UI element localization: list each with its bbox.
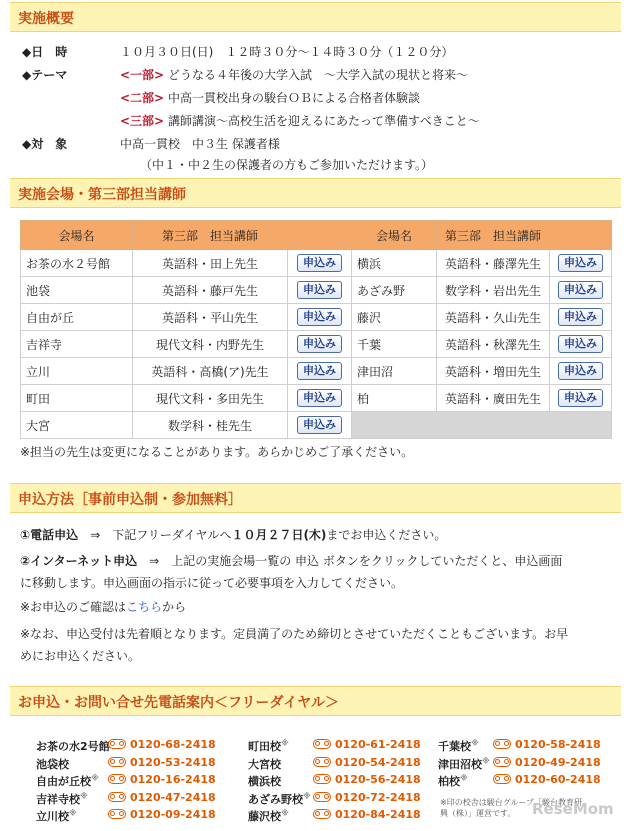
venue-name: 藤沢: [352, 304, 437, 331]
teacher-name: 英語科・平山先生: [133, 304, 288, 331]
venue-name: あざみ野: [352, 277, 437, 304]
apply-button[interactable]: 申込み: [558, 362, 603, 380]
phone-number[interactable]: 0120-16-2418: [108, 773, 216, 786]
apply-cell: [288, 250, 352, 277]
col-teacher: 第三部 担当講師: [133, 221, 288, 250]
free-dial-icon: [313, 739, 331, 749]
phone-number[interactable]: 0120-54-2418: [313, 756, 421, 769]
venue-name: 柏: [352, 385, 437, 412]
teacher-name: 数学科・岩出先生: [437, 277, 550, 304]
apply-button[interactable]: 申込み: [297, 308, 342, 326]
section-header-apply: [10, 483, 621, 513]
apply-cell: [550, 331, 612, 358]
section-title: お申込・お問い合せ先電話案内＜フリーダイヤル＞: [18, 695, 340, 711]
free-dial-icon: [313, 809, 331, 819]
venue-name: 津田沼: [352, 358, 437, 385]
watermark-logo: ReseMom: [532, 800, 614, 818]
free-dial-icon: [108, 774, 126, 784]
phone-footnote: ※印の校舎は駿台グループ「駿台教育研 興（株）」運営です。: [440, 798, 583, 818]
teacher-name: 英語科・久山先生: [437, 304, 550, 331]
table-row: [21, 304, 612, 331]
phone-number[interactable]: 0120-61-2418: [313, 738, 421, 751]
phone-number[interactable]: 0120-68-2418: [108, 738, 216, 751]
free-dial-icon: [313, 774, 331, 784]
teacher-name: 現代文科・多田先生: [133, 385, 288, 412]
venue-name: お茶の水２号館: [21, 250, 133, 277]
teacher-name: 英語科・藤戸先生: [133, 277, 288, 304]
target-note: （中１・中２生の保護者の方もご参加いただけます。）: [140, 158, 434, 172]
apply-cell: [288, 331, 352, 358]
apply-cell: [550, 277, 612, 304]
teacher-name: 現代文科・内野先生: [133, 331, 288, 358]
free-dial-icon: [493, 757, 511, 767]
apply-cell: [550, 304, 612, 331]
phone-number[interactable]: 0120-56-2418: [313, 773, 421, 786]
section-header-overview: [10, 2, 621, 32]
confirm-link[interactable]: こちら: [126, 600, 163, 614]
apply-button[interactable]: 申込み: [558, 281, 603, 299]
col-venue: 会場名: [352, 221, 437, 250]
phone-school-name: 池袋校: [36, 757, 69, 771]
apply-button[interactable]: 申込み: [558, 254, 603, 272]
apply-button[interactable]: 申込み: [297, 254, 342, 272]
phone-number[interactable]: 0120-84-2418: [313, 808, 421, 821]
phone-school-name: 自由が丘校※: [36, 773, 99, 788]
teacher-name: 数学科・桂先生: [133, 412, 288, 439]
apply-cell: [550, 385, 612, 412]
apply-cell: [288, 277, 352, 304]
theme-part1: <一部> どうなる４年後の大学入試 ～大学入試の現状と将来～: [120, 68, 468, 82]
phone-school-name: 千葉校※: [438, 738, 479, 753]
phone-number[interactable]: 0120-47-2418: [108, 791, 216, 804]
section-header-phone: [10, 686, 621, 716]
apply-button[interactable]: 申込み: [558, 389, 603, 407]
teacher-change-note: ※担当の先生は変更になることがあります。あらかじめご了承ください。: [20, 445, 414, 459]
section-title: 申込方法［事前申込制・参加無料］: [18, 492, 242, 508]
phone-number[interactable]: 0120-60-2418: [493, 773, 601, 786]
col-venue: 会場名: [21, 221, 133, 250]
phone-number[interactable]: 0120-49-2418: [493, 756, 601, 769]
table-row: [21, 331, 612, 358]
phone-number[interactable]: 0120-53-2418: [108, 756, 216, 769]
col-apply: [550, 221, 612, 250]
venue-name: 町田: [21, 385, 133, 412]
free-dial-icon: [493, 774, 511, 784]
method-internet-cont: に移動します。申込画面の指示に従って必要事項を入力してください。: [20, 576, 404, 590]
apply-cell: [288, 304, 352, 331]
free-dial-icon: [108, 739, 126, 749]
teacher-name: 英語科・藤澤先生: [437, 250, 550, 277]
apply-cell: [550, 250, 612, 277]
apply-cell: [288, 358, 352, 385]
venue-name: 立川: [21, 358, 133, 385]
teacher-name: 英語科・田上先生: [133, 250, 288, 277]
empty-cell: [352, 412, 612, 439]
phone-number[interactable]: 0120-72-2418: [313, 791, 421, 804]
phone-school-name: 柏校※: [438, 773, 468, 788]
apply-button[interactable]: 申込み: [297, 389, 342, 407]
phone-school-name: 津田沼校※: [438, 755, 490, 771]
method-phone: ①電話申込 ⇒ 下記フリーダイヤルへ１０月２７日(木)までお申込ください。: [20, 528, 447, 542]
phone-school-name: 藤沢校※: [248, 808, 289, 823]
free-dial-icon: [313, 757, 331, 767]
free-dial-icon: [493, 739, 511, 749]
notice-line2: めにお申込ください。: [20, 649, 141, 663]
phone-school-name: あざみ野校※: [248, 790, 311, 806]
col-teacher: 第三部 担当講師: [437, 221, 550, 250]
venue-table: [20, 220, 612, 439]
free-dial-icon: [108, 757, 126, 767]
phone-number[interactable]: 0120-09-2418: [108, 808, 216, 821]
table-row: [21, 412, 612, 439]
notice-line1: ※なお、申込受付は先着順となります。定員満了のため締切とさせていただくこともございます。お早: [20, 627, 569, 641]
table-row: [21, 358, 612, 385]
theme-label: ◆テーマ: [22, 68, 68, 82]
date-label: ◆日 時: [22, 45, 68, 59]
free-dial-icon: [108, 792, 126, 802]
apply-button[interactable]: 申込み: [297, 281, 342, 299]
theme-part3: <三部> 講師講演～高校生活を迎えるにあたって準備すべきこと～: [120, 114, 480, 128]
venue-name: 池袋: [21, 277, 133, 304]
section-title: 実施概要: [18, 11, 74, 27]
teacher-name: 英語科・秋澤先生: [437, 331, 550, 358]
phone-school-name: お茶の水2号館: [36, 740, 110, 753]
apply-button[interactable]: 申込み: [558, 335, 603, 353]
teacher-name: 英語科・廣田先生: [437, 385, 550, 412]
teacher-name: 英語科・高橋(ア)先生: [133, 358, 288, 385]
section-header-venues: [10, 178, 621, 208]
phone-school-name: 横浜校: [248, 775, 281, 788]
venue-name: 横浜: [352, 250, 437, 277]
apply-cell: [288, 412, 352, 439]
phone-number[interactable]: 0120-58-2418: [493, 738, 601, 751]
teacher-name: 英語科・増田先生: [437, 358, 550, 385]
table-row: [21, 385, 612, 412]
table-row: [21, 277, 612, 304]
apply-cell: [550, 358, 612, 385]
apply-cell: [288, 385, 352, 412]
apply-button[interactable]: 申込み: [297, 335, 342, 353]
venue-name: 大宮: [21, 412, 133, 439]
free-dial-icon: [313, 792, 331, 802]
theme-part2: <二部> 中高一貫校出身の駿台ＯＢによる合格者体験談: [120, 91, 420, 105]
confirm-line: ※お申込のご確認はこちらから: [20, 600, 187, 614]
apply-button[interactable]: 申込み: [558, 308, 603, 326]
phone-school-name: 吉祥寺校※: [36, 790, 88, 806]
apply-button[interactable]: 申込み: [297, 362, 342, 380]
apply-button[interactable]: 申込み: [297, 416, 342, 434]
phone-school-name: 大宮校: [248, 757, 281, 771]
phone-school-name: 立川校※: [36, 808, 77, 823]
target-label: ◆対 象: [22, 137, 68, 151]
col-apply: [288, 221, 352, 250]
venue-name: 吉祥寺: [21, 331, 133, 358]
date-value: １０月３０日(日) １２時３０分～１４時３０分（１２０分）: [120, 45, 454, 59]
free-dial-icon: [108, 809, 126, 819]
method-internet: ②インターネット申込 ⇒ 上記の実施会場一覧の 申込 ボタンをクリックしていただくと、申込画面: [20, 554, 563, 568]
section-title: 実施会場・第三部担当講師: [18, 187, 186, 203]
table-row: [21, 250, 612, 277]
target-value: 中高一貫校 中３生 保護者様: [120, 137, 280, 151]
phone-school-name: 町田校※: [248, 738, 289, 753]
venue-name: 自由が丘: [21, 304, 133, 331]
venue-name: 千葉: [352, 331, 437, 358]
table-header-row: [21, 221, 612, 250]
